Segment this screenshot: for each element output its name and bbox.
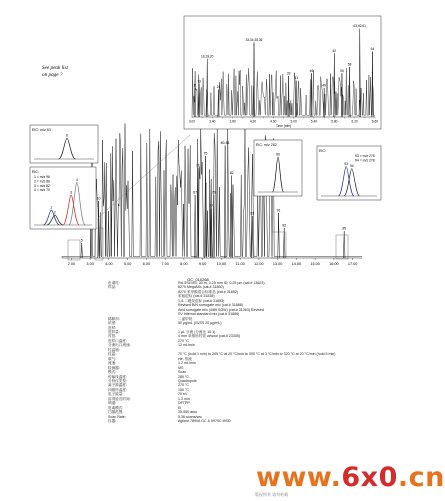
- main-x-tick-label: 12.00: [254, 262, 264, 266]
- main-x-tick-label: 11.00: [235, 262, 245, 266]
- condition-label: 调谐:: [108, 401, 117, 406]
- zoom-peak-label: 52: [332, 48, 337, 53]
- main-x-tick-label: 17.00: [347, 262, 358, 266]
- annotation-line1: See peak list: [42, 65, 68, 71]
- eic-legend-entry: 1 = m/z 96: [34, 175, 50, 179]
- condition-value: SV internal standard mix (cat.# 31886): [178, 312, 240, 317]
- main-x-tick-label: 16.00: [329, 262, 339, 266]
- condition-label: 流速:: [108, 361, 117, 366]
- zoom-peak-label: 64: [370, 46, 375, 51]
- main-peak-label: 71: [195, 163, 200, 168]
- condition-label: 进样:: [108, 325, 117, 330]
- condition-value: 4 mm 单锥形衬管 w/wool (cat.# 23305): [178, 334, 241, 339]
- condition-value: 8270 MegaMix (cat.# 31850): [178, 285, 224, 290]
- condition-value: 70 °C (hold 1 min) to 265 °C at 20 °C/min to 305 °C at 3 °C/min to 320 °C at 20 °C/min (hold 5 min): [178, 352, 336, 357]
- condition-label: 电离模式:: [108, 405, 124, 410]
- main-x-tick-label: 2.00: [67, 262, 76, 266]
- watermark-logo: www.6x0.cn: [256, 462, 445, 493]
- zoom-x-tick-label: 3.00: [188, 119, 196, 124]
- zoom-peak-label: 18,19,20: [201, 54, 214, 59]
- zoom-peak-label: 11: [193, 83, 197, 88]
- condition-label: 稀释剂:: [108, 316, 120, 321]
- condition-value: 280 °C: [178, 374, 190, 379]
- zoom-x-tick-label: 4.60: [270, 119, 277, 124]
- condition-value: Revised B/N surrogate mix (cat.# 31888): [178, 303, 243, 308]
- main-peak-label: 95: [342, 226, 347, 231]
- eic-peak-label: 4: [75, 178, 78, 182]
- main-peak: [231, 176, 233, 259]
- condition-value: 1 μL 分流 (分流比 10:1): [178, 329, 216, 334]
- eic-inset-title: EIC: m/z 252: [256, 143, 277, 147]
- condition-label: 模式:: [108, 370, 117, 375]
- condition-label: 样品:: [108, 285, 117, 290]
- zoom-peak-label: 49: [322, 83, 326, 88]
- zoom-peak-label: 13: [197, 79, 201, 84]
- condition-label: 柱温箱:: [108, 347, 120, 352]
- condition-value: 12 mL/min: [178, 343, 195, 348]
- zoom-peak-label: 24: [216, 85, 221, 90]
- zoom-peak-label: 63,62,61: [353, 24, 366, 29]
- condition-value: 1.3 min: [178, 396, 190, 401]
- condition-label: 衬管:: [108, 334, 117, 339]
- eic-peak-label: 8: [66, 133, 68, 138]
- zoom-peak-label: 55: [340, 68, 344, 73]
- main-peak: [81, 243, 83, 258]
- condition-value: Scan: [178, 370, 187, 375]
- zoom-x-tick-label: 5.40: [310, 119, 318, 124]
- zoom-x-tick-label: 4.20: [249, 119, 257, 124]
- eic-inset-title: EIC:: [32, 170, 39, 174]
- zoom-peak-label: 41: [294, 76, 298, 81]
- condition-value: 50 μg/mL (IS/SS 20 μg/mL): [178, 321, 222, 326]
- zoom-x-tick-label: 3.40: [209, 119, 216, 124]
- main-x-tick-label: 7.00: [161, 262, 169, 266]
- eic-peak-label: 3: [70, 190, 73, 195]
- main-x-tick-label: 3.00: [86, 262, 94, 266]
- main-x-tick-label: 4.00: [105, 262, 113, 266]
- eic-inset-title: EIC:: [319, 149, 326, 153]
- main-peak: [278, 213, 280, 258]
- main-peak-label: 10: [96, 196, 101, 201]
- zoom-peak-label: 33,34,35,36: [245, 37, 263, 42]
- main-peak-label: 83: [250, 211, 255, 216]
- condition-label: 进样量:: [108, 329, 120, 334]
- eic-legend-entry: 4 = m/z 70: [34, 188, 50, 193]
- zoom-peak-label: 58: [347, 62, 352, 67]
- main-peak-label: 5: [80, 238, 83, 243]
- main-peak-label: 79: [211, 190, 216, 195]
- main-x-tick-label: 13.00: [272, 262, 283, 266]
- figure-id: GC_010268: [187, 277, 209, 282]
- condition-value: Rxi-5Sil MS, 30 m, 0.25 mm ID, 0.25 μm (cat.# 13623): [178, 281, 265, 285]
- zoom-peak-label: 39: [286, 71, 291, 76]
- main-x-tick-label: 10.00: [216, 262, 227, 266]
- main-peak-label: 82: [229, 171, 234, 175]
- condition-row: [108, 419, 408, 423]
- condition-label: 柱温:: [108, 352, 117, 357]
- main-peak-label: 67: [193, 190, 198, 195]
- condition-label: 电子能量:: [108, 392, 124, 397]
- main-x-tick-label: 14.00: [291, 262, 302, 266]
- instrument-conditions: [108, 281, 408, 424]
- eic-peak-label: 90: [276, 152, 280, 157]
- eic-legend-entry: 94 = m/z 278: [355, 158, 375, 163]
- condition-label: 扫描范围:: [108, 410, 124, 415]
- condition-label: 色谱柱:: [108, 281, 120, 285]
- condition-value: MS: [178, 365, 184, 370]
- main-peak: [224, 146, 226, 259]
- main-peak-label: 80,81: [220, 141, 230, 145]
- condition-value: 270 °C: [178, 383, 190, 388]
- condition-label: 载气:: [108, 356, 117, 361]
- condition-value: He, 恒流: [178, 356, 192, 361]
- condition-value: Quadrupole: [178, 378, 197, 383]
- condition-value: 1,4-二噁烷混标 (cat.# 31853): [178, 298, 225, 303]
- callout-box: [336, 235, 348, 259]
- condition-label: 检测器:: [108, 365, 120, 370]
- main-peak-label: 91: [276, 208, 281, 213]
- condition-label: 溶剂延迟时间:: [108, 396, 131, 401]
- condition-label: 仪器:: [108, 419, 117, 424]
- condition-value: 5.36 scans/sec: [178, 414, 202, 419]
- condition-value: 35-550 amu: [178, 410, 198, 415]
- zoom-x-tick-label: 5.80: [331, 119, 338, 124]
- zoom-x-tick-label: 6.20: [351, 119, 358, 124]
- eic-legend-entry: 2 = m/z 86: [34, 179, 50, 184]
- condition-label: 传输线温度:: [108, 374, 127, 379]
- zoom-x-tick-label: 5.00: [290, 119, 297, 124]
- callout-box: [68, 240, 80, 260]
- eic-legend-entry: 3 = m/z 82: [34, 183, 50, 188]
- condition-value: Agilent 7890A GC & 5975C MSD: [178, 419, 231, 424]
- condition-label: 浓度:: [108, 321, 117, 326]
- main-x-tick-label: 15.00: [310, 262, 320, 266]
- main-peak-label: 77: [209, 204, 214, 208]
- condition-value: Acid surrogate mix (4/89 SOW) (cat.# 31063) Revised: [178, 307, 264, 312]
- watermark-caption: 版权所有 请勿转载: [255, 492, 289, 497]
- eic-peak-label: 2: [53, 210, 56, 215]
- condition-value: 二氯甲烷: [178, 316, 193, 321]
- condition-label: 四级杆温度:: [108, 387, 127, 392]
- condition-label: 离子源温度:: [108, 383, 127, 388]
- zoom-x-tick-label: 3.80: [229, 119, 236, 124]
- main-x-tick-label: 5.00: [123, 262, 132, 266]
- condition-value: DFTPP: [178, 401, 190, 406]
- condition-value: 270 °C: [178, 338, 190, 343]
- condition-value: EI: [178, 405, 182, 410]
- annotation-line2: on page ?: [42, 72, 63, 78]
- condition-label: 分流出口流速:: [108, 343, 131, 348]
- zoom-x-tick-label: 6.60: [371, 119, 379, 124]
- main-x-tick-label: 8.00: [180, 262, 188, 266]
- main-peak: [252, 216, 254, 258]
- zoom-peak-label: 46: [309, 68, 314, 73]
- condition-value: 1.2 mL/min: [178, 361, 196, 366]
- zoom-x-label: Time (min): [275, 124, 292, 128]
- condition-value: 苯胺混标 (cat.# 31838): [178, 294, 215, 299]
- main-peak-label: 92: [282, 223, 287, 228]
- main-peak: [283, 228, 285, 258]
- condition-label: 进样口温度:: [108, 338, 127, 343]
- main-peak: [213, 195, 215, 258]
- eic-peak-label: 94: [349, 164, 354, 169]
- eic-peak-label: 1: [50, 205, 53, 210]
- main-peak-label: 75: [203, 151, 208, 156]
- condition-value: 8270 苯甲酸混合标准品 (cat.# 31852): [178, 289, 238, 294]
- main-peak: [194, 195, 196, 258]
- condition-value: 150 °C: [178, 387, 190, 392]
- eic-inset-frame: [254, 140, 302, 196]
- main-x-tick-label: 6.00: [142, 262, 151, 266]
- main-x-tick-label: 9.00: [198, 262, 207, 266]
- eic-peak-label: 93: [344, 162, 349, 167]
- condition-value: 70 eV: [178, 392, 188, 397]
- condition-label: 分析仪类型:: [108, 378, 127, 383]
- condition-label: Scan Rate:: [108, 414, 126, 419]
- eic-inset-title: EIC: m/z 93: [32, 128, 51, 132]
- eic-legend-entry: 93 = m/z 276: [355, 154, 375, 158]
